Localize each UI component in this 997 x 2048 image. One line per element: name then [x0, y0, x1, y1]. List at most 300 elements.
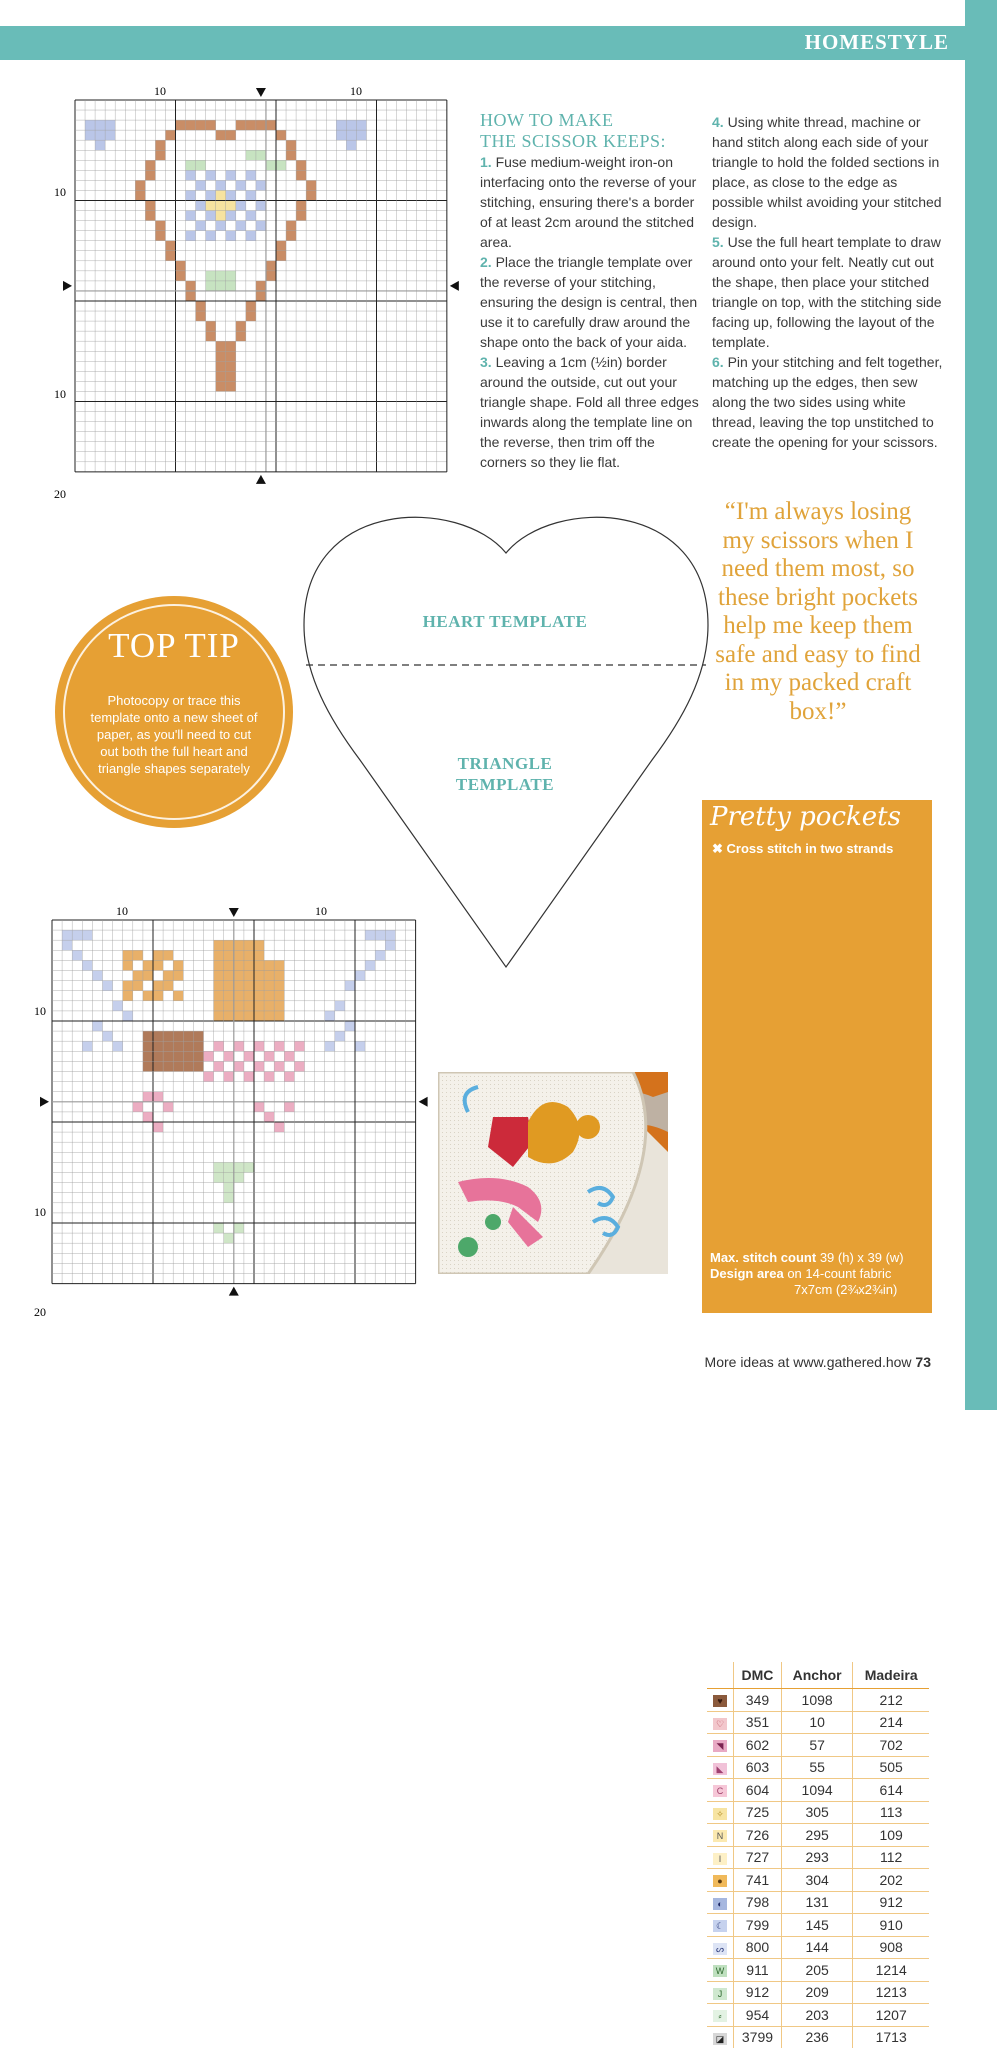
stitch-cell: [234, 971, 244, 981]
stitch-cell: [224, 1001, 234, 1011]
key-row: [707, 1689, 929, 1712]
key-dmc: 725: [734, 1801, 782, 1824]
thread-swatch-icon: ♡: [713, 1718, 727, 1730]
stitch-cell: [264, 1051, 274, 1061]
stitch-cell: [206, 271, 216, 281]
key-symbol: [707, 1734, 734, 1757]
stitch-cell: [113, 1001, 123, 1011]
heart-template: [300, 505, 712, 975]
key-row: [707, 1801, 929, 1824]
chart2-tick-left-mid: 10: [34, 1205, 46, 1219]
stitch-cell: [296, 170, 306, 180]
stitch-cell: [224, 1051, 234, 1061]
key-madeira: 908: [853, 1936, 929, 1959]
center-arrow-icon: [256, 88, 266, 97]
key-row: [707, 2026, 929, 2048]
key-symbol: [707, 1824, 734, 1847]
stitch-cell: [153, 1051, 163, 1061]
stitch-cell: [214, 981, 224, 991]
chart1-tick-left-bottom: 20: [54, 487, 66, 501]
stitch-count-value: 39 (h) x 39 (w): [820, 1250, 904, 1265]
stitch-cell: [224, 1183, 234, 1193]
key-dmc: 603: [734, 1756, 782, 1779]
stitch-cell: [196, 160, 206, 170]
page-edge-bar: [965, 0, 997, 1410]
key-dmc: 912: [734, 1981, 782, 2004]
stitch-cell: [276, 130, 286, 140]
stitch-cell: [186, 291, 196, 301]
stitch-cell: [143, 971, 153, 981]
top-tip-text: Photocopy or trace this template onto a new sheet of paper, as you'll need to cut out both the full heart and triangle shapes separately: [87, 692, 261, 777]
stitch-cell: [355, 1041, 365, 1051]
how-to-title-line1: HOW TO MAKE: [480, 110, 614, 130]
stitch-cell: [143, 1031, 153, 1041]
key-madeira: 212: [853, 1689, 929, 1712]
stitch-cell: [153, 1122, 163, 1132]
stitch-cell: [254, 971, 264, 981]
stitch-cell: [246, 211, 256, 221]
stitch-cell: [206, 211, 216, 221]
key-stats: [710, 1250, 904, 1298]
stitch-cell: [236, 321, 246, 331]
stitch-cell: [256, 150, 266, 160]
chart1-tick-left-mid: 10: [54, 387, 66, 401]
stitch-cell: [224, 1233, 234, 1243]
key-dmc: 727: [734, 1846, 782, 1869]
thread-key-table: [707, 1662, 929, 2048]
step-2: [480, 252, 700, 352]
key-symbol: [707, 1891, 734, 1914]
stitch-cell: [123, 960, 133, 970]
key-dmc: 3799: [734, 2026, 782, 2048]
stitch-cell: [244, 1011, 254, 1021]
heart-template-label: HEART TEMPLATE: [400, 612, 610, 632]
stitch-cell: [246, 190, 256, 200]
stitch-cell: [196, 201, 206, 211]
key-row: [707, 1824, 929, 1847]
stitch-cell: [196, 180, 206, 190]
stitch-cell: [284, 1102, 294, 1112]
chart2-tick-left-bottom: 20: [34, 1305, 46, 1319]
stitch-cell: [335, 1001, 345, 1011]
chart1-tick-top-right: 10: [350, 84, 362, 98]
key-row: [707, 1779, 929, 1802]
center-arrow-icon: [256, 475, 266, 484]
key-symbol: [707, 2026, 734, 2048]
stitch-cell: [165, 130, 175, 140]
key-madeira: 112: [853, 1846, 929, 1869]
stitch-cell: [173, 991, 183, 1001]
stitch-cell: [214, 1173, 224, 1183]
thread-swatch-icon: ◣: [713, 1763, 727, 1775]
stitch-cell: [346, 120, 356, 130]
stitch-cell: [306, 190, 316, 200]
stitch-cell: [234, 950, 244, 960]
stitch-cell: [186, 160, 196, 170]
stitch-cell: [135, 180, 145, 190]
stitch-cell: [82, 960, 92, 970]
key-symbol: [707, 1711, 734, 1734]
stitch-cell: [234, 960, 244, 970]
stitch-cell: [153, 991, 163, 1001]
key-symbol: [707, 1846, 734, 1869]
stitch-cell: [246, 231, 256, 241]
stitch-cell: [214, 950, 224, 960]
stitch-cell: [254, 981, 264, 991]
stitch-cell: [236, 120, 246, 130]
stitch-cell: [173, 1031, 183, 1041]
stitch-cell: [244, 1162, 254, 1172]
stitch-cell: [234, 1173, 244, 1183]
stitch-cell: [256, 180, 266, 190]
stitch-cell: [143, 1041, 153, 1051]
thread-swatch-icon: ●: [713, 1875, 727, 1887]
stitch-cell: [214, 971, 224, 981]
key-symbol: [707, 1689, 734, 1712]
stitch-cell: [254, 950, 264, 960]
key-anchor: 304: [781, 1869, 852, 1892]
stitch-cell: [256, 221, 266, 231]
thread-swatch-icon: ᔕ: [713, 1943, 727, 1955]
key-symbol: [707, 1801, 734, 1824]
stitch-cell: [276, 241, 286, 251]
key-row: [707, 1959, 929, 1982]
stitch-cell: [264, 971, 274, 981]
stitch-cell: [236, 221, 246, 231]
stitch-cell: [216, 341, 226, 351]
stitch-cell: [284, 1072, 294, 1082]
key-anchor: 236: [781, 2026, 852, 2048]
key-madeira: 1207: [853, 2004, 929, 2027]
stitch-cell: [256, 201, 266, 211]
step-3: [480, 352, 700, 472]
thread-swatch-icon: ◪: [713, 2033, 727, 2045]
stitch-cell: [193, 1041, 203, 1051]
center-arrow-icon: [450, 281, 459, 291]
stitch-cell: [143, 1051, 153, 1061]
stitch-cell: [254, 960, 264, 970]
key-dmc: 349: [734, 1689, 782, 1712]
stitch-cell: [196, 301, 206, 311]
stitch-cell: [206, 120, 216, 130]
stitch-cell: [214, 1061, 224, 1071]
stitch-cell: [246, 301, 256, 311]
how-to-column-1: [480, 110, 700, 472]
stitch-cell: [216, 180, 226, 190]
stitch-cell: [345, 1021, 355, 1031]
stitch-cell: [165, 251, 175, 261]
stitch-cell: [176, 271, 186, 281]
key-anchor: 145: [781, 1914, 852, 1937]
key-row: [707, 1711, 929, 1734]
stitch-cell: [176, 261, 186, 271]
thread-swatch-icon: ✧: [713, 1808, 727, 1820]
stitch-cell: [214, 960, 224, 970]
stitch-cell: [82, 1041, 92, 1051]
key-madeira: 109: [853, 1824, 929, 1847]
stitch-cell: [123, 981, 133, 991]
step-number: 4.: [712, 114, 724, 130]
stitch-cell: [113, 1041, 123, 1051]
stitch-cell: [214, 991, 224, 1001]
stitch-cell: [193, 1061, 203, 1071]
key-madeira: 1213: [853, 1981, 929, 2004]
stitch-cell: [85, 120, 95, 130]
key-madeira: 1214: [853, 1959, 929, 1982]
stitch-cell: [276, 160, 286, 170]
stitch-cell: [163, 1102, 173, 1112]
stitch-cell: [173, 971, 183, 981]
stitch-cell: [224, 1162, 234, 1172]
stitch-cell: [186, 211, 196, 221]
stitch-cell: [183, 1031, 193, 1041]
key-table-body: [707, 1689, 929, 2048]
stitch-cell: [345, 981, 355, 991]
stitch-cell: [216, 361, 226, 371]
stitch-cell: [336, 130, 346, 140]
step-number: 1.: [480, 154, 492, 170]
stitch-cell: [254, 1061, 264, 1071]
footer-text: More ideas at www.gathered.how: [705, 1354, 912, 1370]
stitch-cell: [236, 201, 246, 211]
stitch-cell: [266, 160, 276, 170]
stitch-cell: [284, 1051, 294, 1061]
stitch-cell: [173, 960, 183, 970]
chart2-tick-left-top: 10: [34, 1004, 46, 1018]
stitch-cell: [82, 930, 92, 940]
stitch-cell: [335, 1031, 345, 1041]
stitch-cell: [226, 211, 236, 221]
stitch-cell: [274, 991, 284, 1001]
stitch-cell: [163, 950, 173, 960]
stitch-cell: [153, 1061, 163, 1071]
stitch-cell: [216, 281, 226, 291]
stitch-cell: [274, 1122, 284, 1132]
stitch-cell: [286, 140, 296, 150]
key-row: [707, 1891, 929, 1914]
stitch-cell: [234, 1011, 244, 1021]
key-dmc: 911: [734, 1959, 782, 1982]
stitch-cell: [264, 960, 274, 970]
stitch-cell: [296, 201, 306, 211]
stitch-cell: [234, 1061, 244, 1071]
key-symbol: [707, 2004, 734, 2027]
stitch-cell: [244, 991, 254, 1001]
stitch-cell: [224, 991, 234, 1001]
stitch-cell: [105, 130, 115, 140]
key-dmc: 351: [734, 1711, 782, 1734]
stitch-cell: [95, 120, 105, 130]
key-anchor: 10: [781, 1711, 852, 1734]
stitch-cell: [234, 991, 244, 1001]
stitch-cell: [254, 1011, 264, 1021]
heart-chart-grid: [40, 80, 460, 510]
stitch-cell: [224, 950, 234, 960]
key-row: [707, 1981, 929, 2004]
stitch-cell: [256, 120, 266, 130]
stitch-cell: [153, 981, 163, 991]
stitch-cell: [224, 1011, 234, 1021]
stitch-cell: [196, 221, 206, 231]
stitch-cell: [214, 1223, 224, 1233]
thread-swatch-icon: W: [713, 1965, 727, 1977]
design-area-size: 7x7cm (2¾x2¾in): [710, 1282, 897, 1297]
stitch-cell: [216, 381, 226, 391]
stitch-cell: [274, 1001, 284, 1011]
stitch-cell: [206, 231, 216, 241]
key-header-madeira: Madeira: [853, 1662, 929, 1689]
stitch-cell: [224, 1193, 234, 1203]
stitch-cell: [214, 1041, 224, 1051]
stitch-cell: [186, 231, 196, 241]
stitch-cell: [226, 341, 236, 351]
key-row: [707, 1734, 929, 1757]
key-row: [707, 1756, 929, 1779]
stitch-cell: [274, 1061, 284, 1071]
key-dmc: 741: [734, 1869, 782, 1892]
stitch-cell: [72, 950, 82, 960]
key-anchor: 57: [781, 1734, 852, 1757]
stitch-cell: [226, 381, 236, 391]
key-row: [707, 1869, 929, 1892]
stitch-cell: [186, 281, 196, 291]
stitch-cell: [103, 981, 113, 991]
thread-swatch-icon: ⸗: [713, 2010, 727, 2022]
key-anchor: 1094: [781, 1779, 852, 1802]
key-anchor: 293: [781, 1846, 852, 1869]
stitch-cell: [264, 981, 274, 991]
stitch-cell: [226, 351, 236, 361]
stitch-cell: [244, 1072, 254, 1082]
stitch-cell: [244, 1001, 254, 1011]
stitch-cell: [95, 140, 105, 150]
step-text: Using white thread, machine or hand stitch along each side of your triangle to hold the folded sections in place, as close to the edge as possible whilst avoiding your stitched design.: [712, 114, 942, 230]
stitch-cell: [234, 940, 244, 950]
stitch-cell: [266, 261, 276, 271]
stitch-cell: [145, 201, 155, 211]
stitch-cell: [204, 1051, 214, 1061]
stitch-cell: [256, 281, 266, 291]
key-anchor: 203: [781, 2004, 852, 2027]
step-number: 3.: [480, 354, 492, 370]
key-symbol: [707, 1869, 734, 1892]
key-anchor: 305: [781, 1801, 852, 1824]
thread-swatch-icon: ♥: [713, 1695, 727, 1707]
stitch-cell: [244, 971, 254, 981]
stitch-cell: [234, 1162, 244, 1172]
stitch-cell: [153, 1092, 163, 1102]
stitch-cell: [254, 1102, 264, 1112]
stitch-cell: [163, 1061, 173, 1071]
center-arrow-icon: [229, 908, 239, 917]
stitch-cell: [254, 1041, 264, 1051]
stitch-cell: [133, 981, 143, 991]
triangle-template-label: [405, 753, 605, 795]
stitch-cell: [163, 1051, 173, 1061]
center-arrow-icon: [63, 281, 72, 291]
heart-outline: [304, 517, 708, 967]
thread-key-panel: [702, 800, 932, 1313]
step-6: [712, 352, 944, 452]
stitch-cell: [206, 201, 216, 211]
center-arrow-icon: [419, 1097, 428, 1107]
key-symbol: [707, 1959, 734, 1982]
chart2-tick-top-left: 10: [116, 904, 128, 918]
stitch-cell: [145, 160, 155, 170]
stitch-cell: [296, 211, 306, 221]
thread-swatch-icon: ◐: [713, 1898, 727, 1910]
center-arrow-icon: [229, 1287, 239, 1296]
how-to-title: [480, 110, 700, 152]
top-tip-title: TOP TIP: [55, 626, 293, 666]
stitch-cell: [274, 1011, 284, 1021]
heart-cross-stitch-chart: [40, 80, 460, 510]
stitch-cell: [173, 1041, 183, 1051]
key-dmc: 954: [734, 2004, 782, 2027]
stitch-cell: [193, 1051, 203, 1061]
stitch-cell: [226, 130, 236, 140]
footer: [705, 1354, 931, 1370]
stitch-cell: [236, 331, 246, 341]
key-madeira: 113: [853, 1801, 929, 1824]
key-subtitle: ✖ Cross stitch in two strands: [712, 841, 893, 857]
key-anchor: 55: [781, 1756, 852, 1779]
stitch-cell: [266, 120, 276, 130]
key-dmc: 798: [734, 1891, 782, 1914]
stitch-cell: [274, 971, 284, 981]
step-number: 2.: [480, 254, 492, 270]
stitch-cell: [153, 950, 163, 960]
key-anchor: 295: [781, 1824, 852, 1847]
stitch-cell: [234, 981, 244, 991]
stitch-cell: [206, 170, 216, 180]
chart2-tick-top-right: 10: [315, 904, 327, 918]
key-symbol: [707, 1779, 734, 1802]
stitch-cell: [346, 140, 356, 150]
stitch-cell: [216, 130, 226, 140]
stitch-cell: [85, 130, 95, 140]
key-header-dmc: DMC: [734, 1662, 782, 1689]
stitch-cell: [216, 351, 226, 361]
stitch-cell: [226, 371, 236, 381]
key-dmc: 799: [734, 1914, 782, 1937]
stitch-cell: [244, 981, 254, 991]
stitch-cell: [216, 201, 226, 211]
stitch-cell: [244, 950, 254, 960]
stitch-cell: [254, 991, 264, 1001]
stitch-cell: [163, 1031, 173, 1041]
stitch-cell: [246, 170, 256, 180]
stitch-cell: [356, 120, 366, 130]
stitch-cell: [204, 1072, 214, 1082]
thread-swatch-icon: I: [713, 1853, 727, 1865]
stitch-cell: [92, 971, 102, 981]
key-dmc: 726: [734, 1824, 782, 1847]
key-madeira: 1713: [853, 2026, 929, 2048]
key-anchor: 131: [781, 1891, 852, 1914]
key-anchor: 144: [781, 1936, 852, 1959]
key-row: [707, 1846, 929, 1869]
stitch-cell: [286, 221, 296, 231]
stitch-cell: [216, 271, 226, 281]
thread-swatch-icon: ◥: [713, 1740, 727, 1752]
key-madeira: 614: [853, 1779, 929, 1802]
step-5: [712, 232, 944, 352]
design-area-label: Design area: [710, 1266, 784, 1281]
key-row: [707, 1936, 929, 1959]
stitch-cell: [123, 950, 133, 960]
key-symbol: [707, 1756, 734, 1779]
